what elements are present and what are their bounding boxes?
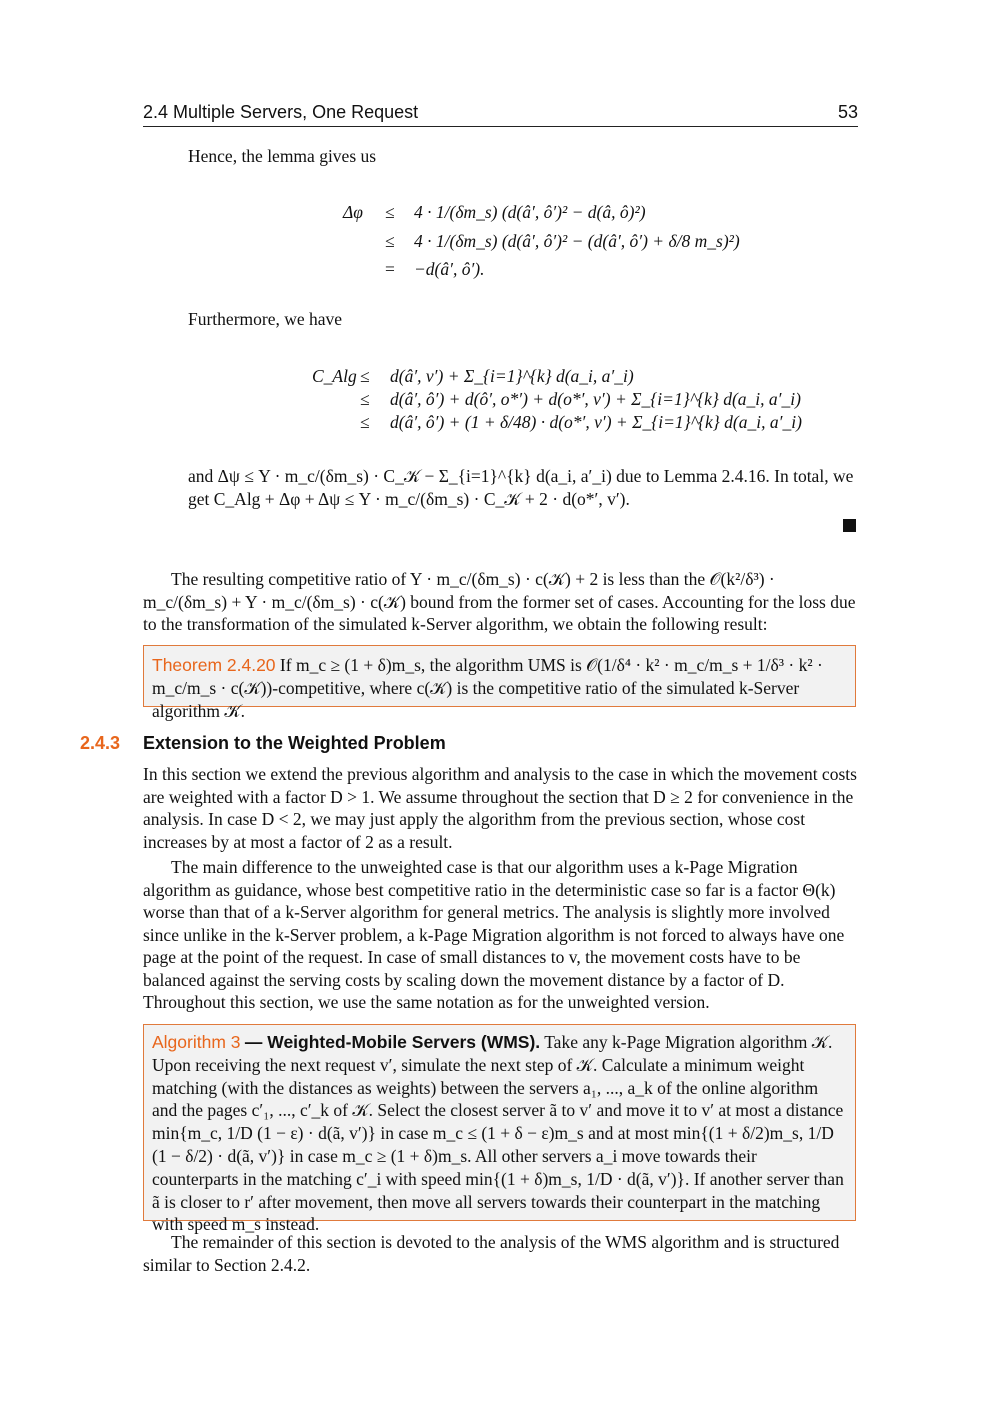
final-paragraph: The remainder of this section is devoted to the analysis of the WMS algorithm and is structured similar to Section 2.4.2.: [143, 1232, 840, 1275]
page-number: 53: [837, 102, 858, 122]
section-number: 2.4.3: [80, 733, 121, 753]
eq2-rel-0: ≤: [360, 366, 370, 386]
eq1-expr-2: −d(â′, ô′).: [414, 259, 485, 279]
header-title: 2.4 Multiple Servers, One Request: [143, 102, 419, 122]
eq2-expr-0: d(â′, v′) + Σ_{i=1}^{k} d(a_i, a′_i): [390, 366, 634, 386]
section-paragraph-1: In this section we extend the previous algorithm and analysis to the case in which the movement costs are weighted with a factor D > 1. We assume throughout the section that D ≥ 2 for convenience in the analysis. In case D < 2, we may just apply the algorithm from the previous section, whose cost increases by at most a factor of 2 as a result.: [143, 764, 857, 852]
algorithm-title: — Weighted-Mobile Servers (WMS).: [244, 1032, 541, 1052]
eq1-lhs: Δφ: [343, 202, 363, 222]
eq2-expr-2: d(â′, ô′) + (1 + δ/48) · d(o*′, v′) + Σ_{i=1}^{k} d(a_i, a′_i): [390, 412, 802, 432]
result-paragraph: The resulting competitive ratio of Y · m_c/(δm_s) · c(𝒦) + 2 is less than the 𝒪(k²/δ³) · m_c/(δm_s) + Y · m_c/(δm_s) · c(𝒦) bound from the former set of cases. Accounting for the loss due to the transformation of the simulated k-Server algorithm, we obtain the following result:: [143, 569, 856, 634]
theorem-label: Theorem 2.4.20: [152, 655, 276, 675]
theorem-body: [152, 654, 847, 722]
eq1-rel-2: =: [385, 259, 395, 279]
algorithm-label: Algorithm 3: [152, 1032, 241, 1052]
qed-square-icon: [843, 519, 856, 532]
eq1-expr-0: 4 · 1/(δm_s) (d(â′, ô′)² − d(â, ô)²): [414, 202, 646, 222]
algorithm-body: [152, 1031, 847, 1236]
section-paragraph-2: The main difference to the unweighted case is that our algorithm uses a k-Page Migration algorithm as guidance, whose best competitive ratio in the deterministic case so far is a factor Θ(k) worse than that of a k-Server algorithm for general metrics. The analysis is slightly more involved since unlike in the k-Server problem, a k-Page Migration algorithm is not forced to always have one page at the point of the request. In case of small distances to v, the movement costs have to be balanced against the serving costs by scaling down the movement distance by a factor of D. Throughout this section, we use the same notation as for the unweighted version.: [143, 857, 845, 1012]
section-title: Extension to the Weighted Problem: [143, 733, 446, 753]
intro-line: Hence, the lemma gives us: [188, 146, 377, 166]
eq1-expr-1: 4 · 1/(δm_s) (d(â′, ô′)² − (d(â′, ô′) + δ/8 m_s)²): [414, 231, 740, 251]
lemma-paragraph: and Δψ ≤ Y · m_c/(δm_s) · C_𝒦 − Σ_{i=1}^{k} d(a_i, a′_i) due to Lemma 2.4.16. In total, we get C_Alg + Δφ + Δψ ≤ Y · m_c/(δm_s) · C_𝒦 + 2 · d(o*′, v′).: [188, 466, 854, 509]
furthermore-line: Furthermore, we have: [188, 309, 343, 329]
eq1-rel-1: ≤: [385, 231, 395, 251]
algorithm-text: Take any k-Page Migration algorithm 𝒦. Upon receiving the next request v′, simulate the next step of 𝒦. Calculate a minimum weight matching (with the distances as weights) between the servers a₁, ..., a_k of the online algorithm and the pages c′₁, ..., c′_k of 𝒦. Select the closest server ã to v′ and move it to v′ at most a distance min{m_c, 1/D (1 − ε) · d(ã, v′)} in case m_c ≤ (1 + δ − ε)m_s and at most min{(1 + δ/2)m_s, 1/D (1 − δ/2) · d(ã, v′)} in case m_c ≥ (1 + δ)m_s. All other servers a_i move towards their counterparts in the matching c′_i with speed min{(1 + δ)m_s, 1/D · d(ã, v′)}. If another server than ã is closer to r′ after movement, then move all servers towards their counterpart in the matching with speed m_s instead.: [152, 1032, 844, 1235]
eq2-expr-1: d(â′, ô′) + d(ô′, o*′) + d(o*′, v′) + Σ_{i=1}^{k} d(a_i, a′_i): [390, 389, 801, 409]
theorem-text: If m_c ≥ (1 + δ)m_s, the algorithm UMS is 𝒪(1/δ⁴ · k² · m_c/m_s + 1/δ³ · k² · m_c/m_s · c(𝒦))-competitive, where c(𝒦) is the competitive ratio of the simulated k-Server algorithm 𝒦.: [152, 655, 823, 721]
eq1-rel-0: ≤: [385, 202, 395, 222]
running-header: [143, 100, 858, 127]
algorithm-box: [143, 1024, 856, 1235]
eq2-lhs: C_Alg: [312, 366, 357, 386]
eq2-rel-1: ≤: [360, 389, 370, 409]
eq2-rel-2: ≤: [360, 412, 370, 432]
theorem-box: [143, 645, 856, 721]
